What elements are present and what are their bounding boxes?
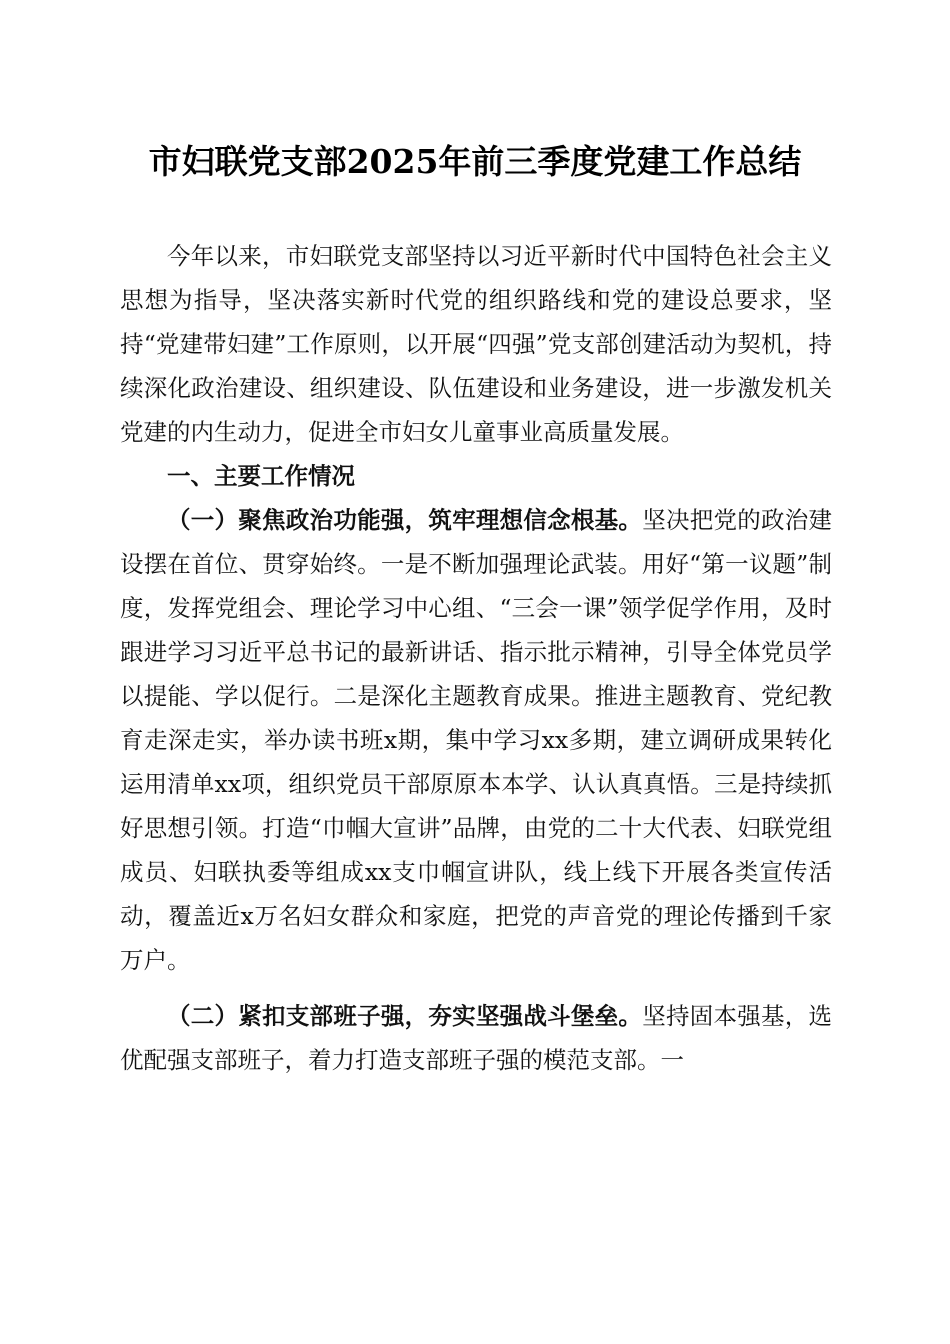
section-heading-main-work: 一、主要工作情况 — [167, 462, 355, 490]
item-1-text: 坚决把党的政治建设摆在首位、贯穿始终。一是不断加强理论武装。用好“第一议题”制度，发挥党组会、理论学习中心组、“三会一课”领学促学作用，及时跟进学习习近平总书记的最新讲话、指示批示精神，引导全体党员学以提能、学以促行。二是深化主题教育成果。推进主题教育、党纪教育走深走实，举办读书班x期，集中学习xx多期，建立调研成果转化运用清单xx项，组织党员干部原原本本学、认认真真悟。三是持续抓好思想引领。打造“巾帼大宣讲”品牌，由党的二十大代表、妇联党组成员、妇联执委等组成xx支巾帼宣讲队，线上线下开展各类宣传活动，覆盖近x万名妇女群众和家庭，把党的声音党的理论传播到千家万户。 — [120, 506, 833, 974]
item-1-heading: （一）聚焦政治功能强，筑牢理想信念根基。 — [167, 506, 643, 534]
paragraph-item-2 — [120, 994, 832, 1082]
document-title: 市妇联党支部2025年前三季度党建工作总结 — [148, 142, 802, 181]
item-2-heading: （二）紧扣支部班子强，夯实坚强战斗堡垒。 — [167, 1002, 643, 1030]
paragraph-gap — [120, 982, 832, 994]
item-2-text: 坚持固本强基，选优配强支部班子，着力打造支部班子强的模范支部。一 — [120, 1002, 833, 1074]
paragraph-item-1 — [120, 498, 832, 982]
document-body — [120, 234, 832, 1082]
intro-paragraph: 今年以来，市妇联党支部坚持以习近平新时代中国特色社会主义思想为指导，坚决落实新时代党的组织路线和党的建设总要求，坚持“党建带妇建”工作原则，以开展“四强”党支部创建活动为契机，持续深化政治建设、组织建设、队伍建设和业务建设，进一步激发机关党建的内生动力，促进全市妇女儿童事业高质量发展。 — [120, 242, 832, 446]
